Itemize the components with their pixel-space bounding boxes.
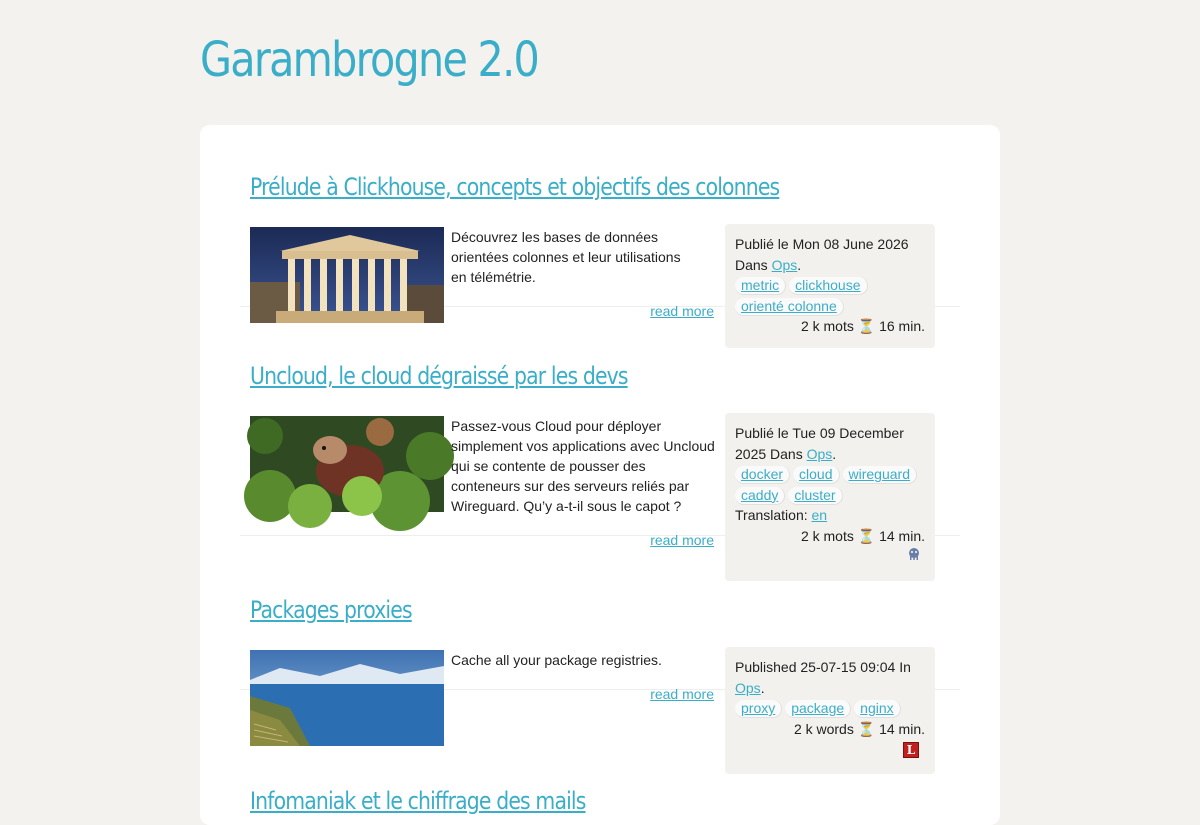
post-summary: Découvrez les bases de données orientées colonnes et leur utilisations en télémétrie.	[451, 229, 681, 285]
post-meta: Published 25-07-15 09:04 In Ops. proxy package nginx 2 k words ⏳ 14 min. L	[725, 647, 935, 774]
post-title-link[interactable]: Packages proxies	[250, 596, 412, 624]
hourglass-icon: ⏳	[857, 527, 876, 544]
reading-stats: 2 k mots ⏳ 14 min.	[800, 527, 925, 544]
tag-list	[735, 275, 925, 316]
post-meta: Publié le Mon 08 June 2026 Dans Ops. metric clickhouse orienté colonne 2 k mots ⏳ 16 min.	[725, 224, 935, 348]
read-more-link[interactable]: read more	[650, 686, 714, 702]
tag-list	[735, 698, 925, 719]
tag-link[interactable]: package	[785, 700, 851, 718]
post-thumbnail-temple[interactable]	[250, 227, 444, 323]
category-link[interactable]: Ops	[735, 679, 761, 696]
translation-link[interactable]: en	[811, 507, 828, 523]
post-thumbnail-lake[interactable]	[250, 650, 444, 746]
read-more-link[interactable]: read more	[650, 532, 714, 548]
tag-link[interactable]: docker	[735, 466, 790, 484]
post-title-link[interactable]: Prélude à Clickhouse, concepts et objectifs des colonnes	[250, 173, 780, 201]
reading-stats: 2 k mots ⏳ 16 min.	[800, 318, 925, 334]
hourglass-icon: ⏳	[857, 720, 876, 737]
tag-link[interactable]: metric	[735, 277, 786, 295]
post-meta: Publié le Tue 09 December 2025 Dans Ops. docker cloud wireguard caddy cluster Translation: en 2 k mots ⏳ 14 min.	[725, 413, 935, 581]
read-more-link[interactable]: read more	[650, 303, 714, 319]
tag-link[interactable]: cloud	[793, 466, 839, 484]
tag-link[interactable]: proxy	[735, 700, 782, 718]
post-list	[200, 125, 1000, 825]
reading-stats: 2 k words ⏳ 14 min.	[793, 720, 925, 737]
tag-link[interactable]: nginx	[854, 700, 900, 718]
site-title[interactable]: Garambrogne 2.0	[200, 32, 539, 88]
post-title-link[interactable]: Uncloud, le cloud dégraissé par les devs	[250, 362, 628, 390]
tag-list	[735, 464, 925, 505]
category-link[interactable]: Ops	[806, 445, 833, 462]
category-link[interactable]: Ops	[771, 256, 798, 273]
tag-link[interactable]: cluster	[788, 487, 842, 505]
post-summary: Passez-vous Cloud pour déployer simplement vos applications avec Uncloud qui se contente de pousser des conteneurs sur des serveurs reliés par Wireguard. Qu’y a-t-il sous le capot ?	[451, 418, 715, 514]
mastodon-icon[interactable]	[907, 546, 921, 560]
post-thumbnail-kangaroo[interactable]	[250, 416, 444, 512]
tag-link[interactable]: orienté colonne	[735, 298, 844, 316]
tag-link[interactable]: clickhouse	[789, 277, 867, 295]
post-title-link[interactable]: Infomaniak et le chiffrage des mails	[250, 787, 586, 815]
tag-link[interactable]: wireguard	[843, 466, 917, 484]
linuxfr-icon[interactable]: L	[903, 742, 919, 758]
hourglass-icon: ⏳	[857, 318, 876, 334]
tag-link[interactable]: caddy	[735, 487, 785, 505]
post-summary: Cache all your package registries.	[451, 652, 662, 668]
